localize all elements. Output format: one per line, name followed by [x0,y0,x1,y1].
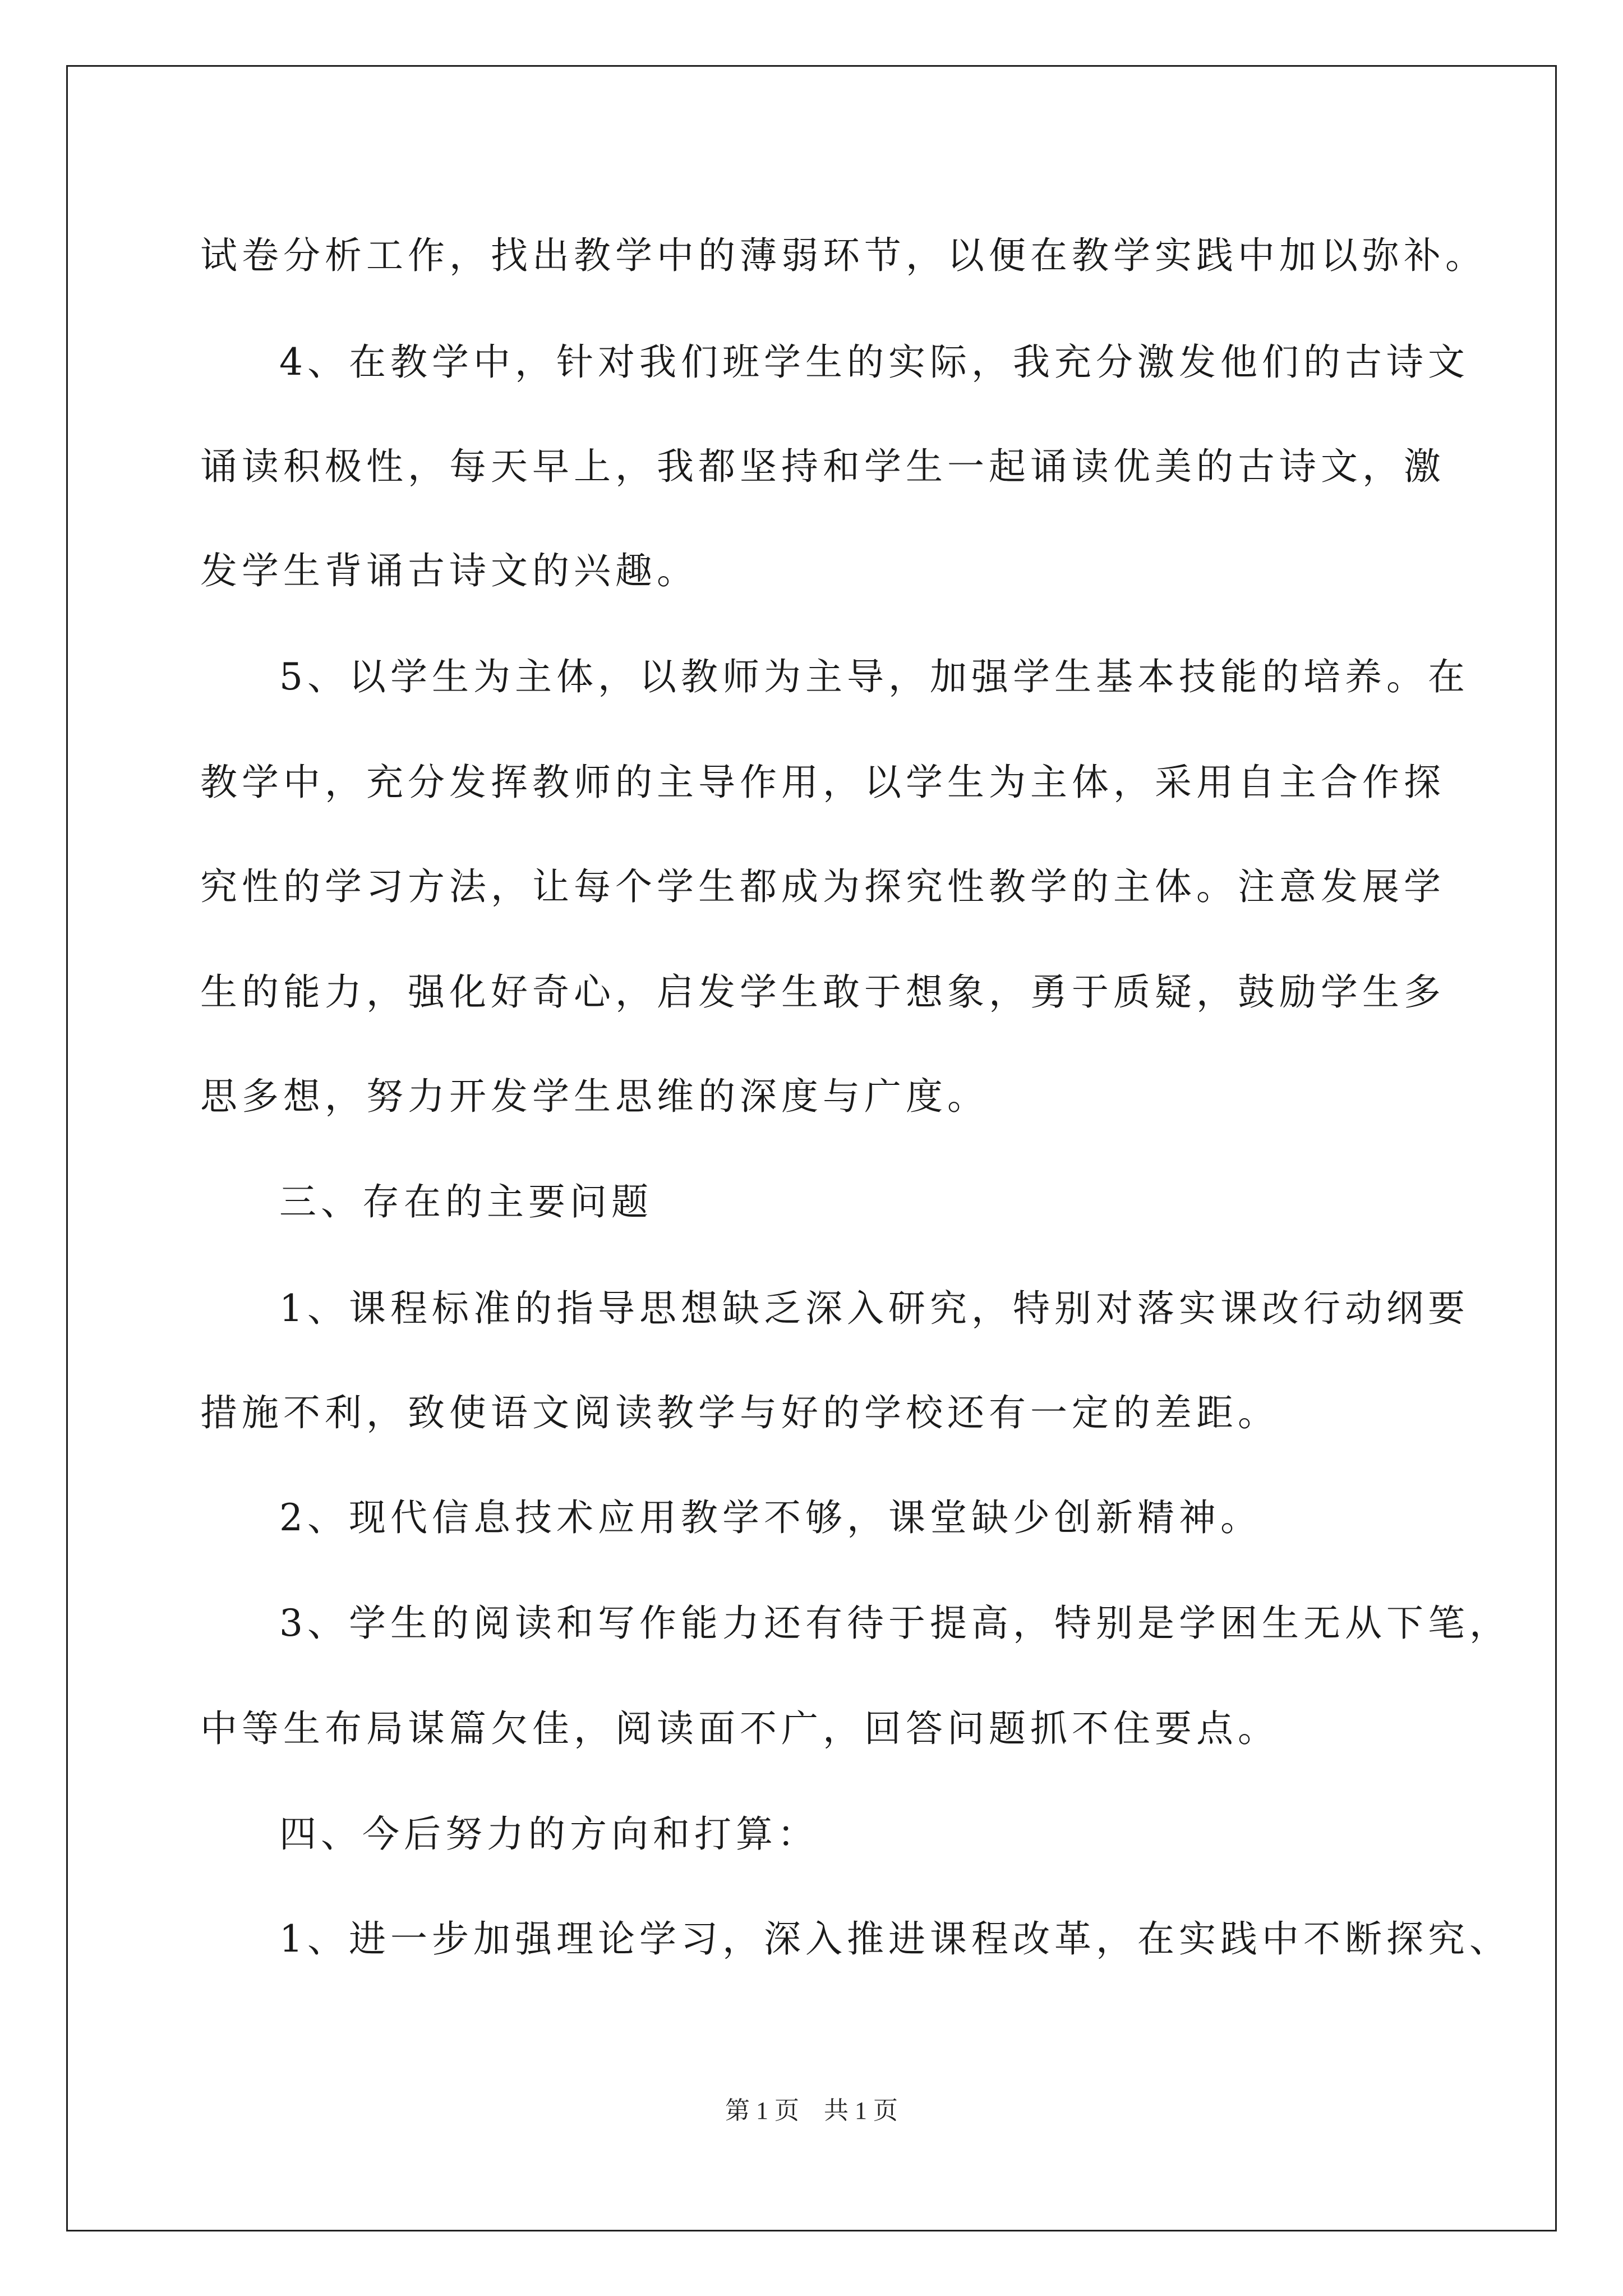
text-line: 措施不利，致使语文阅读教学与好的学校还有一定的差距。 [200,1391,1279,1434]
section-heading: 四、今后努力的方向和打算： [279,1812,819,1856]
text-line: 发学生背诵古诗文的兴趣。 [200,549,698,592]
text-line: 4、在教学中，针对我们班学生的实际，我充分激发他们的古诗文 [279,341,1469,384]
text-line: 中等生布局谋篇欠佳，阅读面不广，回答问题抓不住要点。 [200,1707,1279,1750]
text-line: 2、现代信息技术应用教学不够，课堂缺少创新精神。 [279,1496,1262,1539]
text-line: 5、以学生为主体，以教师为主导，加强学生基本技能的培养。在 [279,655,1469,698]
text-line: 1、课程标准的指导思想缺乏深入研究，特别对落实课改行动纲要 [279,1287,1469,1330]
section-heading: 三、存在的主要问题 [279,1180,653,1223]
text-line: 诵读积极性，每天早上，我都坚持和学生一起诵读优美的古诗文，激 [200,445,1445,488]
text-line: 究性的学习方法，让每个学生都成为探究性教学的主体。注意发展学 [200,865,1445,908]
page-number-footer: 第 1 页 共 1 页 [725,2097,898,2124]
text-line: 1、进一步加强理论学习，深入推进课程改革，在实践中不断探究、 [279,1917,1511,1961]
text-line: 教学中，充分发挥教师的主导作用，以学生为主体，采用自主合作探 [200,761,1445,804]
page-frame [66,65,1557,2231]
text-line: 3、学生的阅读和写作能力还有待于提高，特别是学困生无从下笔， [279,1602,1511,1645]
text-line: 思多想，努力开发学生思维的深度与广度。 [200,1075,989,1118]
text-line: 试卷分析工作，找出教学中的薄弱环节，以便在教学实践中加以弥补。 [200,234,1487,277]
text-line: 生的能力，强化好奇心，启发学生敢于想象，勇于质疑，鼓励学生多 [200,970,1445,1014]
